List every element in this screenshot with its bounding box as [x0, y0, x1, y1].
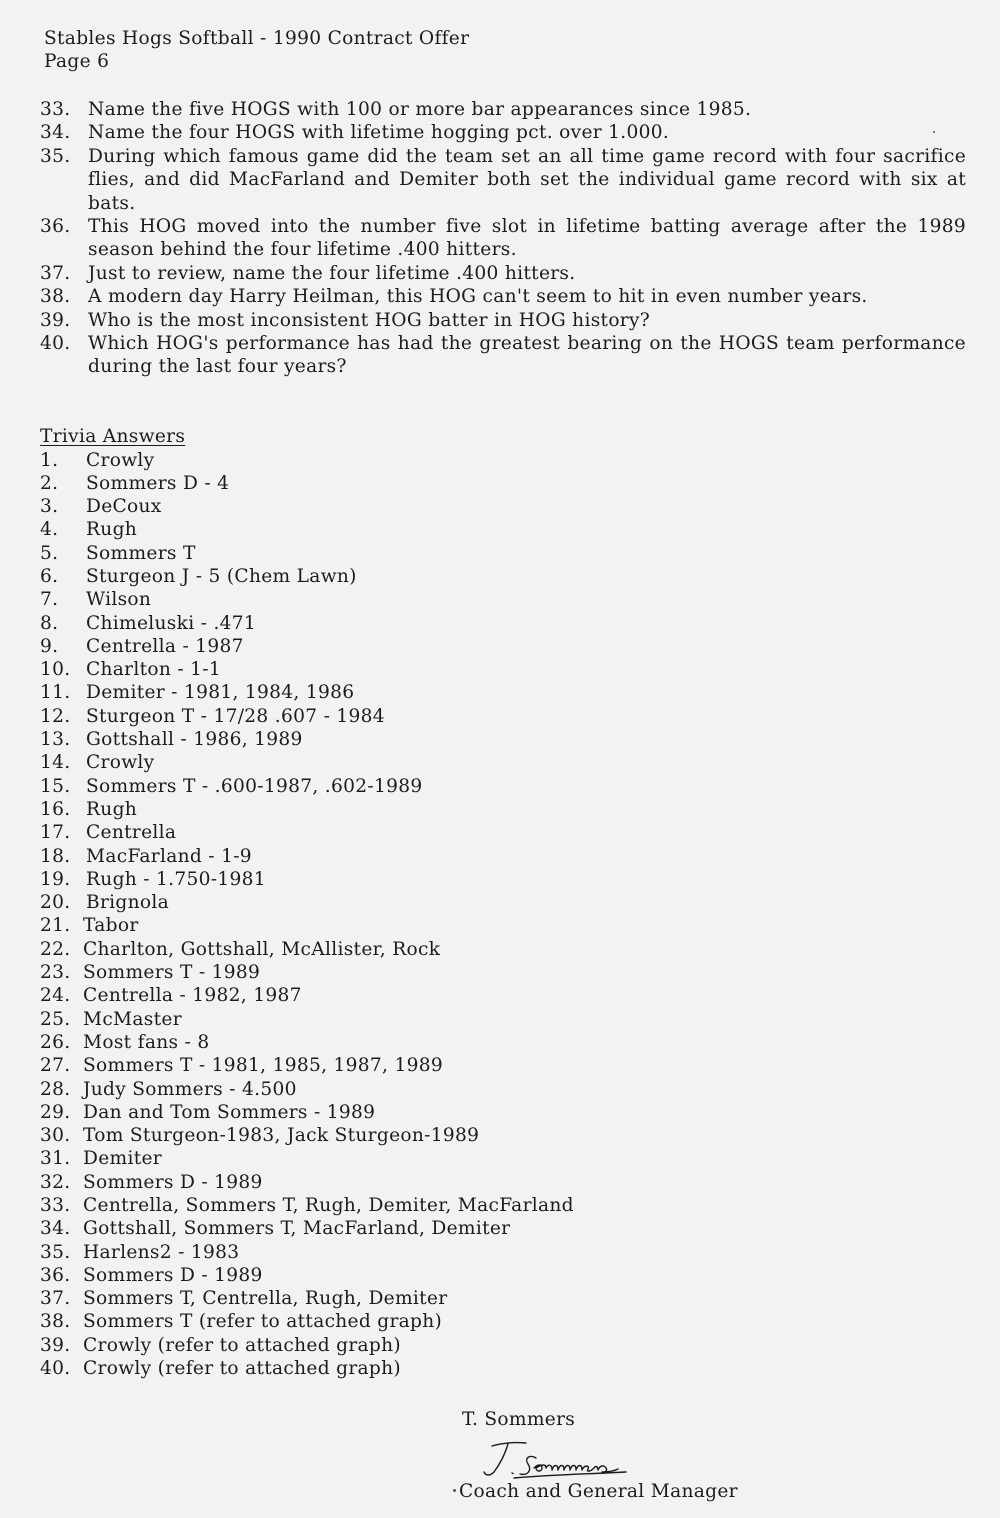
- answer-number: 5.: [40, 542, 59, 564]
- answer-text: Charlton, Gottshall, McAllister, Rock: [83, 938, 441, 960]
- answer-item: [40, 1101, 740, 1124]
- question-text: A modern day Harry Heilman, this HOG can't seem to hit in even number years.: [88, 286, 868, 308]
- question-number: 35.: [40, 145, 71, 167]
- signatory-title: Coach and General Manager: [459, 1481, 738, 1502]
- question-text: During which famous game did the team set an all time game record with four sacrifice flies, and did MacFarland and Demiter both set the individual game record with six at bats.: [88, 145, 966, 214]
- answer-number: 31.: [40, 1148, 71, 1170]
- answer-number: 28.: [40, 1078, 71, 1100]
- question-item: [40, 285, 966, 308]
- answer-item: [40, 495, 740, 518]
- answer-item: [40, 681, 740, 704]
- answer-number: 10.: [40, 659, 71, 681]
- answer-number: 30.: [40, 1125, 71, 1147]
- answer-text: Gottshall, Sommers T, MacFarland, Demiter: [83, 1218, 511, 1240]
- answer-text: Centrella - 1982, 1987: [83, 985, 302, 1007]
- question-text: Name the five HOGS with 100 or more bar appearances since 1985.: [88, 99, 752, 120]
- answer-number: 33.: [40, 1195, 71, 1216]
- answer-number: 20.: [40, 892, 71, 914]
- answer-number: 36.: [40, 1264, 71, 1286]
- answer-number: 21.: [40, 915, 71, 937]
- answer-text: Crowly: [86, 449, 155, 471]
- answer-number: 13.: [40, 729, 71, 751]
- answer-number: 29.: [40, 1101, 71, 1123]
- answer-number: 11.: [40, 682, 71, 704]
- handwritten-signature: [478, 1434, 648, 1482]
- answer-item: [40, 612, 740, 635]
- answer-number: 7.: [40, 589, 59, 611]
- answer-number: 16.: [40, 798, 71, 820]
- answer-number: 17.: [40, 822, 71, 844]
- answer-text: Rugh: [86, 798, 138, 820]
- answer-item: [40, 1008, 740, 1031]
- question-item: [40, 145, 966, 215]
- answer-text: Charlton - 1-1: [86, 659, 222, 681]
- question-item: [40, 215, 966, 262]
- answer-text: Rugh: [86, 519, 138, 541]
- answer-number: 9.: [40, 635, 59, 657]
- question-number: 38.: [40, 286, 71, 308]
- answer-number: 3.: [40, 496, 59, 518]
- answer-text: Chimeluski - .471: [86, 612, 257, 634]
- answer-text: MacFarland - 1-9: [86, 845, 252, 867]
- question-text: Name the four HOGS with lifetime hogging pct. over 1.000.: [88, 122, 670, 144]
- answer-text: Brignola: [86, 892, 170, 914]
- answer-number: 15.: [40, 775, 71, 797]
- answer-item: [40, 1334, 740, 1357]
- answer-item: [40, 565, 740, 588]
- answer-number: 18.: [40, 845, 71, 867]
- question-number: 33.: [40, 99, 71, 120]
- answer-item: [40, 1357, 740, 1380]
- answer-number: 38.: [40, 1311, 71, 1333]
- answer-item: [40, 449, 740, 472]
- answer-text: Sommers D - 1989: [83, 1171, 263, 1193]
- answer-item: [40, 705, 740, 728]
- answer-item: [40, 1194, 740, 1217]
- answer-number: 40.: [40, 1358, 71, 1380]
- answer-item: [40, 472, 740, 495]
- answer-text: Tabor: [83, 915, 139, 937]
- answer-item: [40, 728, 740, 751]
- answer-text: Sommers D - 1989: [83, 1264, 263, 1286]
- answer-item: [40, 1147, 740, 1170]
- answer-number: 25.: [40, 1008, 71, 1030]
- answer-text: Sturgeon T - 17/28 .607 - 1984: [86, 705, 385, 727]
- answer-text: Wilson: [86, 589, 152, 611]
- answer-text: Demiter - 1981, 1984, 1986: [86, 682, 355, 704]
- page-header: [44, 27, 469, 73]
- question-text: Who is the most inconsistent HOG batter in HOG history?: [88, 309, 651, 331]
- answer-text: Sommers T, Centrella, Rugh, Demiter: [83, 1288, 448, 1310]
- answer-item: [40, 751, 740, 774]
- answer-text: Centrella, Sommers T, Rugh, Demiter, MacFarland: [83, 1195, 574, 1216]
- answer-number: 35.: [40, 1241, 71, 1263]
- answer-text: Sommers T - .600-1987, .602-1989: [86, 775, 423, 797]
- answer-item: [40, 1241, 740, 1264]
- question-text: This HOG moved into the number five slot in lifetime batting average after the 1989 season behind the four lifetime .400 hitters.: [88, 216, 966, 261]
- answer-text: Sommers T - 1981, 1985, 1987, 1989: [83, 1055, 443, 1077]
- answer-item: [40, 588, 740, 611]
- answer-text: Crowly (refer to attached graph): [83, 1334, 401, 1356]
- paper-speck: [933, 131, 935, 133]
- answer-item: [40, 1217, 740, 1240]
- answer-item: [40, 798, 740, 821]
- answer-text: Most fans - 8: [83, 1031, 210, 1053]
- answer-number: 19.: [40, 868, 71, 890]
- answer-item: [40, 1031, 740, 1054]
- answer-number: 8.: [40, 612, 59, 634]
- answer-item: [40, 961, 740, 984]
- question-text: Just to review, name the four lifetime .400 hitters.: [88, 262, 576, 284]
- answer-number: 26.: [40, 1031, 71, 1053]
- answer-item: [40, 1171, 740, 1194]
- question-item: [40, 309, 966, 332]
- trivia-questions-list: [40, 98, 966, 379]
- answer-text: Crowly: [86, 752, 155, 774]
- question-text: Which HOG's performance has had the greatest bearing on the HOGS team performance during the last four years?: [88, 333, 966, 378]
- answer-text: Centrella - 1987: [86, 635, 244, 657]
- trivia-answers-heading: Trivia Answers: [40, 426, 186, 447]
- answer-item: [40, 984, 740, 1007]
- answer-number: 22.: [40, 938, 71, 960]
- question-number: 37.: [40, 262, 71, 284]
- answer-text: Tom Sturgeon-1983, Jack Sturgeon-1989: [83, 1125, 480, 1147]
- answer-item: [40, 891, 740, 914]
- answer-number: 37.: [40, 1288, 71, 1310]
- answer-number: 6.: [40, 565, 59, 587]
- question-number: 34.: [40, 122, 71, 144]
- answer-text: Sommers T (refer to attached graph): [83, 1311, 443, 1333]
- answer-text: Judy Sommers - 4.500: [83, 1078, 297, 1100]
- question-item: [40, 332, 966, 379]
- question-number: 39.: [40, 309, 71, 331]
- answer-item: [40, 1078, 740, 1101]
- answer-number: 2.: [40, 472, 59, 494]
- answer-item: [40, 1124, 740, 1147]
- answer-text: Crowly (refer to attached graph): [83, 1358, 401, 1380]
- answer-text: Sommers D - 4: [86, 472, 230, 494]
- question-number: 36.: [40, 216, 71, 238]
- answer-number: 14.: [40, 752, 71, 774]
- answer-item: [40, 845, 740, 868]
- answer-item: [40, 775, 740, 798]
- answer-text: Demiter: [83, 1148, 162, 1170]
- question-item: [40, 98, 966, 121]
- signatory-name: T. Sommers: [462, 1409, 576, 1430]
- answer-item: [40, 542, 740, 565]
- answer-item: [40, 938, 740, 961]
- answer-number: 12.: [40, 705, 71, 727]
- answer-text: Sommers T: [86, 542, 196, 564]
- answer-text: Dan and Tom Sommers - 1989: [83, 1101, 376, 1123]
- answer-text: McMaster: [83, 1008, 182, 1030]
- trivia-answers-list: [40, 449, 740, 1381]
- answer-item: [40, 914, 740, 937]
- answer-item: [40, 1264, 740, 1287]
- answer-text: Centrella: [86, 822, 177, 844]
- answer-item: [40, 821, 740, 844]
- paper-speck: [453, 1489, 456, 1492]
- document-title: Stables Hogs Softball - 1990 Contract Offer: [44, 28, 470, 49]
- answer-number: 24.: [40, 985, 71, 1007]
- answer-item: [40, 868, 740, 891]
- answer-item: [40, 518, 740, 541]
- answer-number: 39.: [40, 1334, 71, 1356]
- answer-number: 1.: [40, 449, 59, 471]
- answer-number: 27.: [40, 1055, 71, 1077]
- answer-text: Rugh - 1.750-1981: [86, 868, 266, 890]
- answer-text: Sturgeon J - 5 (Chem Lawn): [86, 565, 357, 587]
- answer-item: [40, 658, 740, 681]
- page-number: Page 6: [44, 51, 110, 72]
- answer-number: 4.: [40, 519, 59, 541]
- answer-number: 34.: [40, 1218, 71, 1240]
- answer-text: Sommers T - 1989: [83, 962, 261, 984]
- question-number: 40.: [40, 333, 71, 355]
- answer-number: 32.: [40, 1171, 71, 1193]
- answer-text: DeCoux: [86, 496, 162, 518]
- answer-text: Harlens2 - 1983: [83, 1241, 240, 1263]
- answer-item: [40, 635, 740, 658]
- question-item: [40, 121, 966, 144]
- answer-number: 23.: [40, 962, 71, 984]
- answer-item: [40, 1287, 740, 1310]
- answer-item: [40, 1054, 740, 1077]
- answer-text: Gottshall - 1986, 1989: [86, 729, 303, 751]
- answer-item: [40, 1310, 740, 1333]
- question-item: [40, 262, 966, 285]
